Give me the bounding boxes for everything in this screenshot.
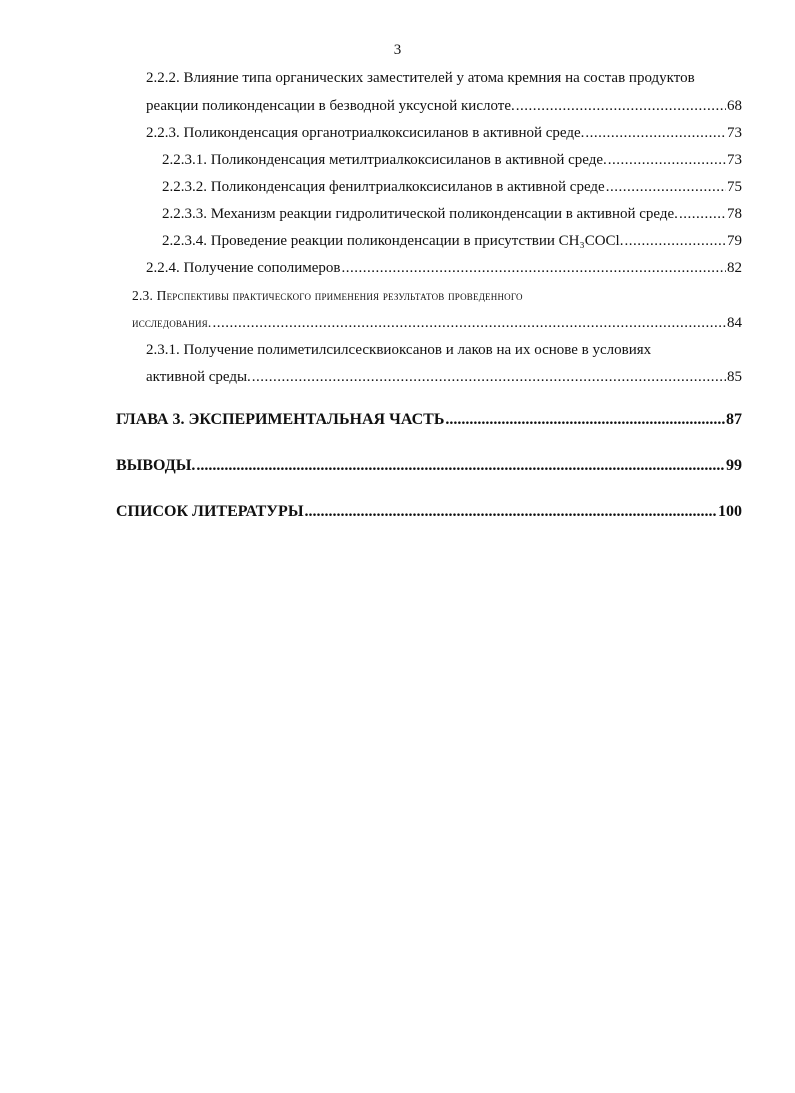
toc-leader-dots bbox=[516, 96, 726, 116]
toc-entry-2-3-line1: 2.3. Перспективы практического применения результатов проведенного bbox=[132, 288, 523, 303]
page-number: 3 bbox=[393, 42, 402, 58]
toc-chapter-text: СПИСОК ЛИТЕРАТУРЫ bbox=[116, 503, 304, 520]
toc-entry-2-2-2[interactable] bbox=[146, 96, 742, 116]
toc-entry-page: 73 bbox=[727, 125, 742, 141]
toc-entry-2-2-3-3[interactable] bbox=[162, 204, 742, 224]
toc-entry-text: 2.2.3.3. Механизм реакции гидролитической поликонденсации в активной среде. bbox=[162, 206, 678, 222]
toc-leader-dots bbox=[624, 231, 726, 251]
toc-entry-page: 85 bbox=[727, 369, 742, 385]
toc-entry-text: исследования. bbox=[132, 315, 212, 330]
toc-entry-page: 68 bbox=[727, 98, 742, 114]
toc-entry-page: 82 bbox=[727, 260, 742, 276]
toc-entry-2-2-3[interactable] bbox=[146, 123, 742, 143]
toc-chapter-page: 87 bbox=[726, 411, 742, 428]
toc-entry-2-2-3-2[interactable] bbox=[162, 177, 742, 197]
toc-entry-2-2-2-line1: 2.2.2. Влияние типа органических заместителей у атома кремния на состав продуктов bbox=[146, 70, 695, 86]
toc-entry-2-3-1-line1: 2.3.1. Получение полиметилсилсесквиоксанов и лаков на их основе в условиях bbox=[146, 342, 652, 358]
toc-entry-text: 2.2.3.1. Поликонденсация метилтриалкоксисиланов в активной среде. bbox=[162, 152, 607, 168]
toc-chapter-page: 99 bbox=[726, 457, 742, 474]
toc-entry-page: 75 bbox=[727, 179, 742, 195]
toc-leader-dots bbox=[445, 410, 725, 430]
toc-entry-2-2-3-4[interactable] bbox=[162, 231, 742, 251]
toc-leader-dots bbox=[585, 123, 726, 143]
toc-entry-page: 78 bbox=[727, 206, 742, 222]
toc-entry-text: 2.2.4. Получение сополимеров bbox=[146, 260, 341, 276]
toc-entry-page: 79 bbox=[727, 233, 742, 249]
toc-leader-dots bbox=[606, 177, 726, 197]
toc-entry-text: 2.2.3. Поликонденсация органотриалкоксисиланов в активной среде. bbox=[146, 125, 585, 141]
toc-leader-dots bbox=[212, 313, 726, 333]
toc-entry-2-3[interactable] bbox=[132, 313, 742, 333]
toc-chapter-page: 100 bbox=[718, 503, 742, 520]
toc-chapter-text: ВЫВОДЫ. bbox=[116, 457, 196, 474]
toc-entry-text: 2.2.3.4. Проведение реакции поликонденсации в присутствии CH₃COCl. bbox=[162, 233, 624, 249]
toc-leader-dots bbox=[196, 456, 725, 476]
toc-entry-2-2-3-1[interactable] bbox=[162, 150, 742, 170]
toc-leader-dots bbox=[679, 204, 726, 224]
toc-entry-text: реакции поликонденсации в безводной уксусной кислоте. bbox=[146, 98, 515, 114]
toc-entry-page: 73 bbox=[727, 152, 742, 168]
toc-references[interactable] bbox=[116, 502, 742, 522]
toc-entry-text: активной среды. bbox=[146, 369, 251, 385]
toc-entry-page: 84 bbox=[727, 315, 742, 331]
toc-leader-dots bbox=[305, 502, 717, 522]
toc-entry-text: 2.2.3.2. Поликонденсация фенилтриалкоксисиланов в активной среде bbox=[162, 179, 605, 195]
toc-leader-dots bbox=[342, 258, 726, 278]
toc-leader-dots bbox=[608, 150, 726, 170]
toc-leader-dots bbox=[252, 367, 726, 387]
toc-entry-2-3-1[interactable] bbox=[146, 367, 742, 387]
toc-chapter-3[interactable] bbox=[116, 410, 742, 430]
toc-entry-2-2-4[interactable] bbox=[146, 258, 742, 278]
toc-chapter-text: ГЛАВА 3. ЭКСПЕРИМЕНТАЛЬНАЯ ЧАСТЬ bbox=[116, 411, 445, 428]
toc-conclusions[interactable] bbox=[116, 456, 742, 476]
